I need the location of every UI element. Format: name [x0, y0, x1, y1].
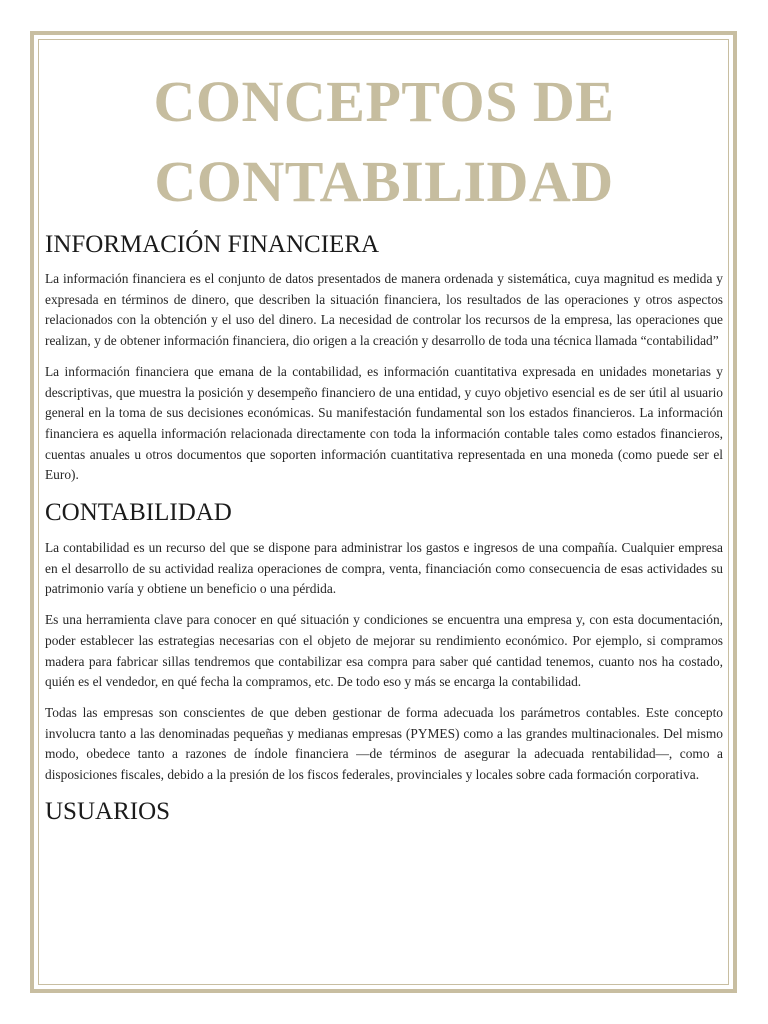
document-title	[45, 62, 723, 222]
paragraph-informacion-financiera-1: La información financiera es el conjunto de datos presentados de manera ordenada y sistemática, cuya magnitud es medida y expresada en términos de dinero, que describen la situación financiera, los resultados de las operaciones y otros aspectos relacionados con la obtención y el uso del dinero. La necesidad de controlar los recursos de la empresa, las operaciones que realizan, y de obtener información financiera, dio origen a la creación y desarrollo de toda una técnica llamada “contabilidad”	[45, 271, 723, 349]
paragraph-contabilidad-2: Es una herramienta clave para conocer en qué situación y condiciones se encuentra una empresa y, con esta documentación, poder establecer las estrategias necesarias con el objeto de mejorar su rendimiento económico. Por ejemplo, si compramos madera para fabricar sillas tendremos que contabilizar esa compra para saber qué cantidad tenemos, cuanto nos ha costado, quién es el vendedor, en qué fecha la compramos, etc. De todo eso y más se encarga la contabilidad.	[45, 612, 723, 690]
section-heading-contabilidad: CONTABILIDAD	[45, 499, 232, 527]
document-title-line-1: CONCEPTOS DE	[153, 69, 615, 134]
paragraph-informacion-financiera-2: La información financiera que emana de la contabilidad, es información cuantitativa expresada en unidades monetarias y descriptivas, que muestra la posición y desempeño financiero de una entidad, y cuyo objetivo esencial es de ser útil al usuario general en la toma de sus decisiones económicas. Su manifestación fundamental son los estados financieros. La información financiera es aquella información relacionada directamente con toda la información contable tales como estados financieros, cuentas anuales u otros documentos que soporten información cuantitativa representada en una moneda (como puede ser el Euro).	[45, 363, 723, 483]
document-title-line-2: CONTABILIDAD	[154, 149, 614, 214]
paragraph-contabilidad-3: Todas las empresas son conscientes de que deben gestionar de forma adecuada los parámetros contables. Este concepto involucra tanto a las denominadas pequeñas y medianas empresas (PYMES) como a las grandes multinacionales. Del mismo modo, obedece tanto a razones de índole financiera —de términos de asegurar la adecuada rentabilidad—, como a disposiciones fiscales, debido a la presión de los fiscos federales, provinciales y locales sobre cada formación corporativa.	[45, 704, 723, 783]
section-heading-usuarios: USUARIOS	[45, 797, 171, 825]
paragraph-contabilidad-1: La contabilidad es un recurso del que se dispone para administrar los gastos e ingresos de una compañía. Cualquier empresa en el desarrollo de su actividad realiza operaciones de compra, venta, financiación como consecuencia de esas actividades su patrimonio varía y obtiene un beneficio o una pérdida.	[45, 540, 723, 597]
document-content	[45, 62, 723, 827]
section-heading-informacion-financiera: INFORMACIÓN FINANCIERA	[45, 231, 380, 258]
